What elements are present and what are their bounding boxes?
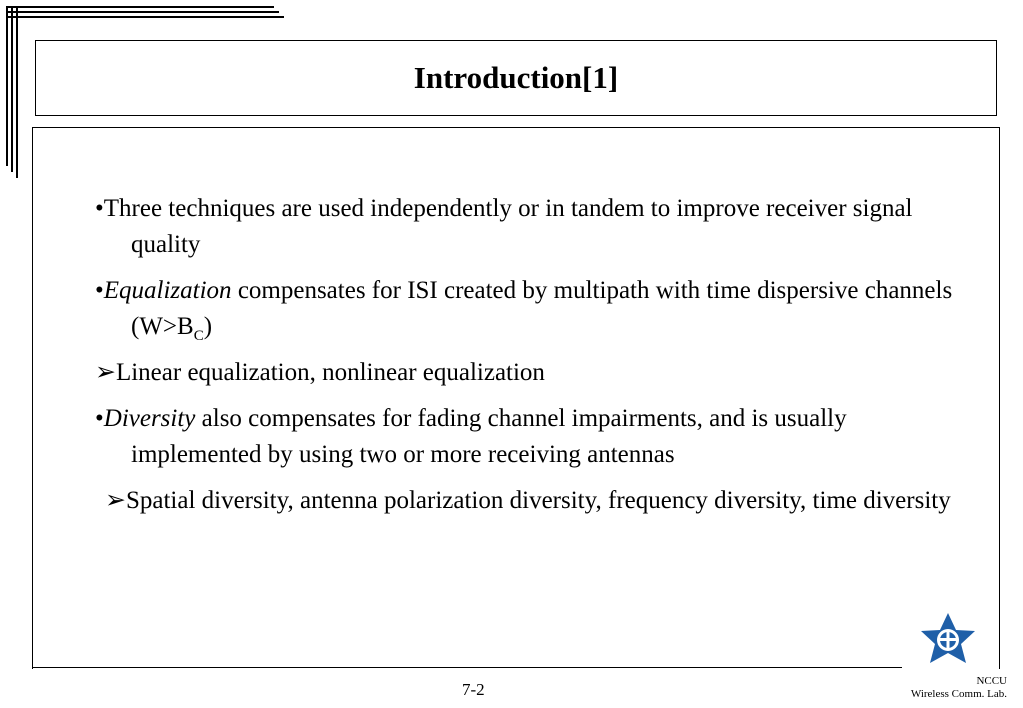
frame-line — [6, 6, 274, 8]
bullet-item — [95, 273, 975, 345]
bullet-text: also compensates for fading channel impairments, and is usually implemented by using two or more receiving antennas — [131, 405, 847, 468]
bullet-marker: • — [95, 277, 104, 304]
frame-line — [6, 11, 279, 13]
arrow-marker: ➢ — [105, 487, 126, 514]
bullet-text: Three techniques are used independently or in tandem to improve receiver signal quality — [103, 195, 913, 258]
content-box — [32, 127, 1000, 669]
arrow-marker: ➢ — [95, 359, 116, 386]
bullet-subscript: C — [193, 328, 204, 344]
title-box — [35, 40, 997, 116]
bullet-text: compensates for ISI created by multipath with time dispersive channels (W>B — [131, 277, 953, 340]
frame-line — [11, 6, 13, 172]
bullet-list — [95, 191, 975, 529]
bullet-marker: • — [95, 195, 104, 222]
page-number: 7-2 — [462, 680, 485, 699]
bullet-item — [95, 191, 975, 263]
sub-bullet-item — [95, 355, 975, 391]
bullet-marker: • — [95, 405, 104, 432]
bullet-term: Diversity — [103, 405, 196, 432]
university-logo-icon — [918, 612, 978, 666]
frame-line — [16, 6, 18, 178]
footer-divider — [32, 667, 902, 668]
slide-title: Introduction[1] — [413, 60, 619, 95]
frame-line — [6, 16, 284, 18]
bullet-tail: ) — [203, 313, 213, 340]
org-name: NCCU — [976, 675, 1007, 687]
lab-name: Wireless Comm. Lab. — [910, 688, 1007, 700]
footer-org — [911, 675, 1007, 701]
bullet-item — [95, 401, 975, 473]
bullet-text: Spatial diversity, antenna polarization diversity, frequency diversity, time diversity — [125, 487, 951, 514]
bullet-text: Linear equalization, nonlinear equalization — [115, 359, 545, 386]
bullet-term: Equalization — [103, 277, 232, 304]
sub-bullet-item — [105, 483, 975, 519]
frame-line — [6, 6, 8, 166]
